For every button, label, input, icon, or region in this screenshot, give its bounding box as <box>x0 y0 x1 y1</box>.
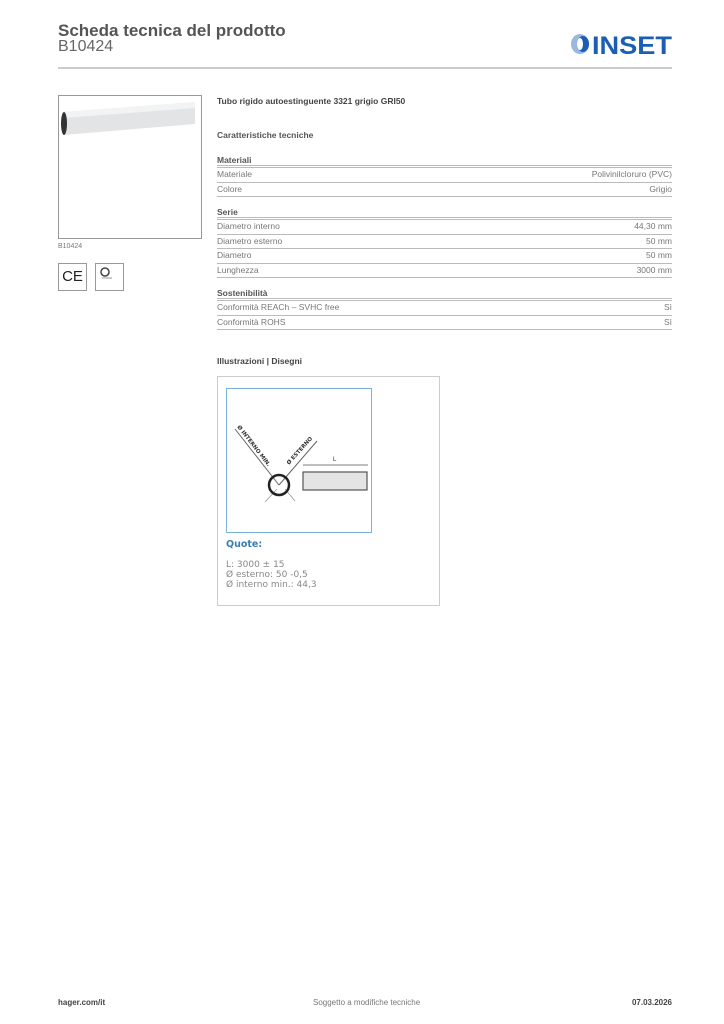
image-caption: B10424 <box>58 243 83 250</box>
spec-label: Conformità ROHS <box>217 316 286 327</box>
quality-mark-icon <box>95 263 124 291</box>
spec-row <box>217 235 672 250</box>
section-header: Sostenibilità <box>217 288 672 301</box>
page-title: Scheda tecnica del prodotto <box>58 21 286 40</box>
spec-label: Diametro <box>217 250 252 260</box>
spec-value: 50 mm <box>646 250 672 260</box>
spec-row <box>217 249 672 264</box>
quote-title: Quote: <box>226 539 263 550</box>
spec-label: Colore <box>217 183 243 194</box>
spec-value: Grigio <box>649 183 672 194</box>
spec-value: 3000 mm <box>636 264 672 275</box>
label-length: L <box>333 457 337 463</box>
label-inner: Ø INTERNO MIN. <box>235 424 272 468</box>
label-outer: Ø ESTERNO <box>286 436 315 467</box>
footer-website-link[interactable]: hager.com/it <box>58 998 106 1007</box>
spec-label: Diametro esterno <box>217 235 283 246</box>
header-divider <box>58 67 672 69</box>
spec-label: Diametro interno <box>217 221 280 231</box>
spec-value: 44,30 mm <box>634 221 672 231</box>
technical-details <box>217 96 672 340</box>
quote-length: L: 3000 ± 15 <box>226 560 285 570</box>
illustrations-title: Illustrazioni | Disegni <box>217 356 303 366</box>
spec-label: Materiale <box>217 169 252 179</box>
pipe-image <box>59 96 200 237</box>
inset-logo <box>570 32 674 56</box>
spec-value: Polivinilcloruro (PVC) <box>591 169 672 179</box>
spec-row <box>217 168 672 183</box>
spec-row <box>217 264 672 279</box>
ce-mark-icon: C​E <box>58 263 87 291</box>
spec-value: 50 mm <box>646 235 672 246</box>
svg-text:INSET: INSET <box>592 32 672 56</box>
footer-date: 07.03.2026 <box>631 998 672 1007</box>
spec-row <box>217 220 672 235</box>
product-image <box>58 95 202 239</box>
dimension-drawing <box>226 388 372 533</box>
spec-row <box>217 183 672 198</box>
footer-note: Soggetto a modifiche tecniche <box>313 998 421 1007</box>
spec-value: Sì <box>663 302 672 312</box>
quote-inner: Ø interno min.: 44,3 <box>226 580 317 590</box>
spec-row <box>217 316 672 331</box>
spec-label: Conformità REACh – SVHC free <box>217 302 340 312</box>
product-title: Tubo rigido autoestinguente 3321 grigio GRI50 <box>217 96 406 106</box>
section-header: Materiali <box>217 155 672 168</box>
product-code: B10424 <box>58 38 114 55</box>
spec-value: Sì <box>663 316 672 327</box>
section-subtitle: Caratteristiche tecniche <box>217 130 314 140</box>
section-header: Serie <box>217 207 672 220</box>
spec-label: Lunghezza <box>217 264 259 275</box>
quote-outer: Ø esterno: 50 -0,5 <box>226 570 308 580</box>
spec-row <box>217 301 672 316</box>
